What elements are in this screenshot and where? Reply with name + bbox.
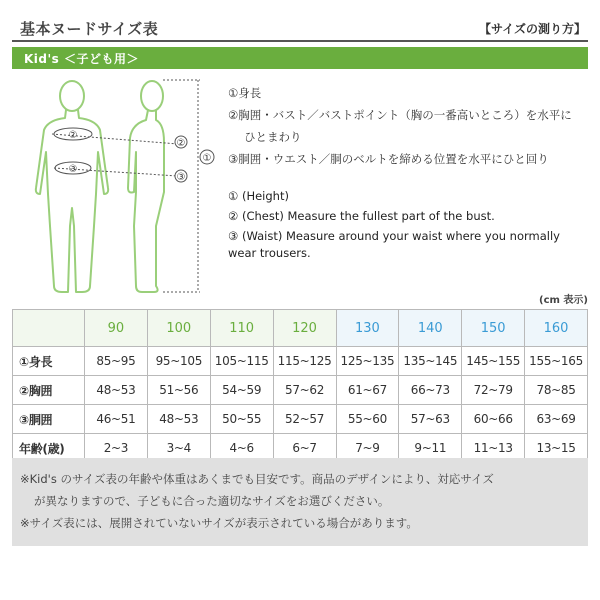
size-header: 100 <box>147 310 210 347</box>
waist-marker-side: ③ <box>176 172 186 183</box>
footer-note-1: ※Kid's のサイズ表の年齢や体重はあくまでも目安です。商品のデザインにより、対応サイズ <box>20 472 494 486</box>
table-cell: 7~9 <box>336 434 399 463</box>
unit-label: (cm 表示) <box>539 295 588 306</box>
table-cell: 6~7 <box>273 434 336 463</box>
table-cell: 51~56 <box>147 376 210 405</box>
table-row-height <box>13 347 588 376</box>
waist-marker: ③ <box>68 164 78 175</box>
size-header: 160 <box>525 310 588 347</box>
page-title: 基本ヌードサイズ表 <box>20 20 159 38</box>
table-cell: 66~73 <box>399 376 462 405</box>
table-cell: 72~79 <box>462 376 525 405</box>
size-header: 130 <box>336 310 399 347</box>
table-cell: 4~6 <box>210 434 273 463</box>
chest-marker: ② <box>68 130 78 141</box>
size-header: 120 <box>273 310 336 347</box>
table-cell: 54~59 <box>210 376 273 405</box>
table-cell: 85~95 <box>85 347 148 376</box>
table-cell: 63~69 <box>525 405 588 434</box>
table-cell: 57~62 <box>273 376 336 405</box>
row-label: ②胸囲 <box>13 376 85 405</box>
table-cell: 46~51 <box>85 405 148 434</box>
table-cell: 95~105 <box>147 347 210 376</box>
table-cell: 9~11 <box>399 434 462 463</box>
size-header: 110 <box>210 310 273 347</box>
note-height-en: ① (Height) <box>228 189 289 203</box>
page-header <box>12 12 588 42</box>
size-header: 90 <box>85 310 148 347</box>
note-waist-jp: ③胴囲・ウエスト／胴のベルトを締める位置を水平にひと回り <box>228 152 549 166</box>
table-cell: 115~125 <box>273 347 336 376</box>
table-cell: 155~165 <box>525 347 588 376</box>
table-cell: 48~53 <box>147 405 210 434</box>
table-cell: 145~155 <box>462 347 525 376</box>
row-label: ①身長 <box>13 347 85 376</box>
table-cell: 57~63 <box>399 405 462 434</box>
note-waist-en: ③ (Waist) Measure around your waist where you normally wear trousers. <box>228 229 560 260</box>
measurement-notes-en <box>228 188 588 265</box>
table-cell: 55~60 <box>336 405 399 434</box>
note-chest-jp-cont: ひとまわり <box>244 130 302 144</box>
row-label: 年齢(歳) <box>13 434 85 463</box>
height-marker: ① <box>202 153 212 164</box>
body-figure-illustration <box>18 76 223 298</box>
table-cell: 3~4 <box>147 434 210 463</box>
measurement-notes-jp <box>228 82 593 170</box>
table-cell: 135~145 <box>399 347 462 376</box>
table-cell: 50~55 <box>210 405 273 434</box>
table-row-waist <box>13 405 588 434</box>
footer-notes <box>12 458 588 546</box>
table-cell: 11~13 <box>462 434 525 463</box>
table-cell: 60~66 <box>462 405 525 434</box>
category-band <box>12 47 588 69</box>
table-cell: 48~53 <box>85 376 148 405</box>
table-cell: 105~115 <box>210 347 273 376</box>
footer-note-2: ※サイズ表には、展開されていないサイズが表示されている場合があります。 <box>20 516 418 530</box>
note-height-jp: ①身長 <box>228 86 262 100</box>
body-measurement-figure <box>18 76 223 298</box>
size-header-row <box>13 310 588 347</box>
table-cell: 52~57 <box>273 405 336 434</box>
size-header: 140 <box>399 310 462 347</box>
note-chest-jp: ②胸囲・バスト／バストポイント（胸の一番高いところ）を水平に <box>228 108 572 122</box>
table-row-chest <box>13 376 588 405</box>
corner-cell <box>13 310 85 347</box>
table-cell: 13~15 <box>525 434 588 463</box>
note-chest-en: ② (Chest) Measure the fullest part of the bust. <box>228 209 495 223</box>
table-cell: 61~67 <box>336 376 399 405</box>
category-label: Kid's ＜子ども用＞ <box>24 52 139 66</box>
size-header: 150 <box>462 310 525 347</box>
row-label: ③胴囲 <box>13 405 85 434</box>
table-cell: 78~85 <box>525 376 588 405</box>
table-cell: 2~3 <box>85 434 148 463</box>
size-table <box>12 309 588 463</box>
footer-note-1-cont: が異なりますので、子どもに合った適切なサイズをお選びください。 <box>34 494 390 508</box>
chest-marker-side: ② <box>176 138 186 149</box>
table-cell: 125~135 <box>336 347 399 376</box>
measure-guide-link[interactable]: 【サイズの測り方】 <box>478 22 586 36</box>
